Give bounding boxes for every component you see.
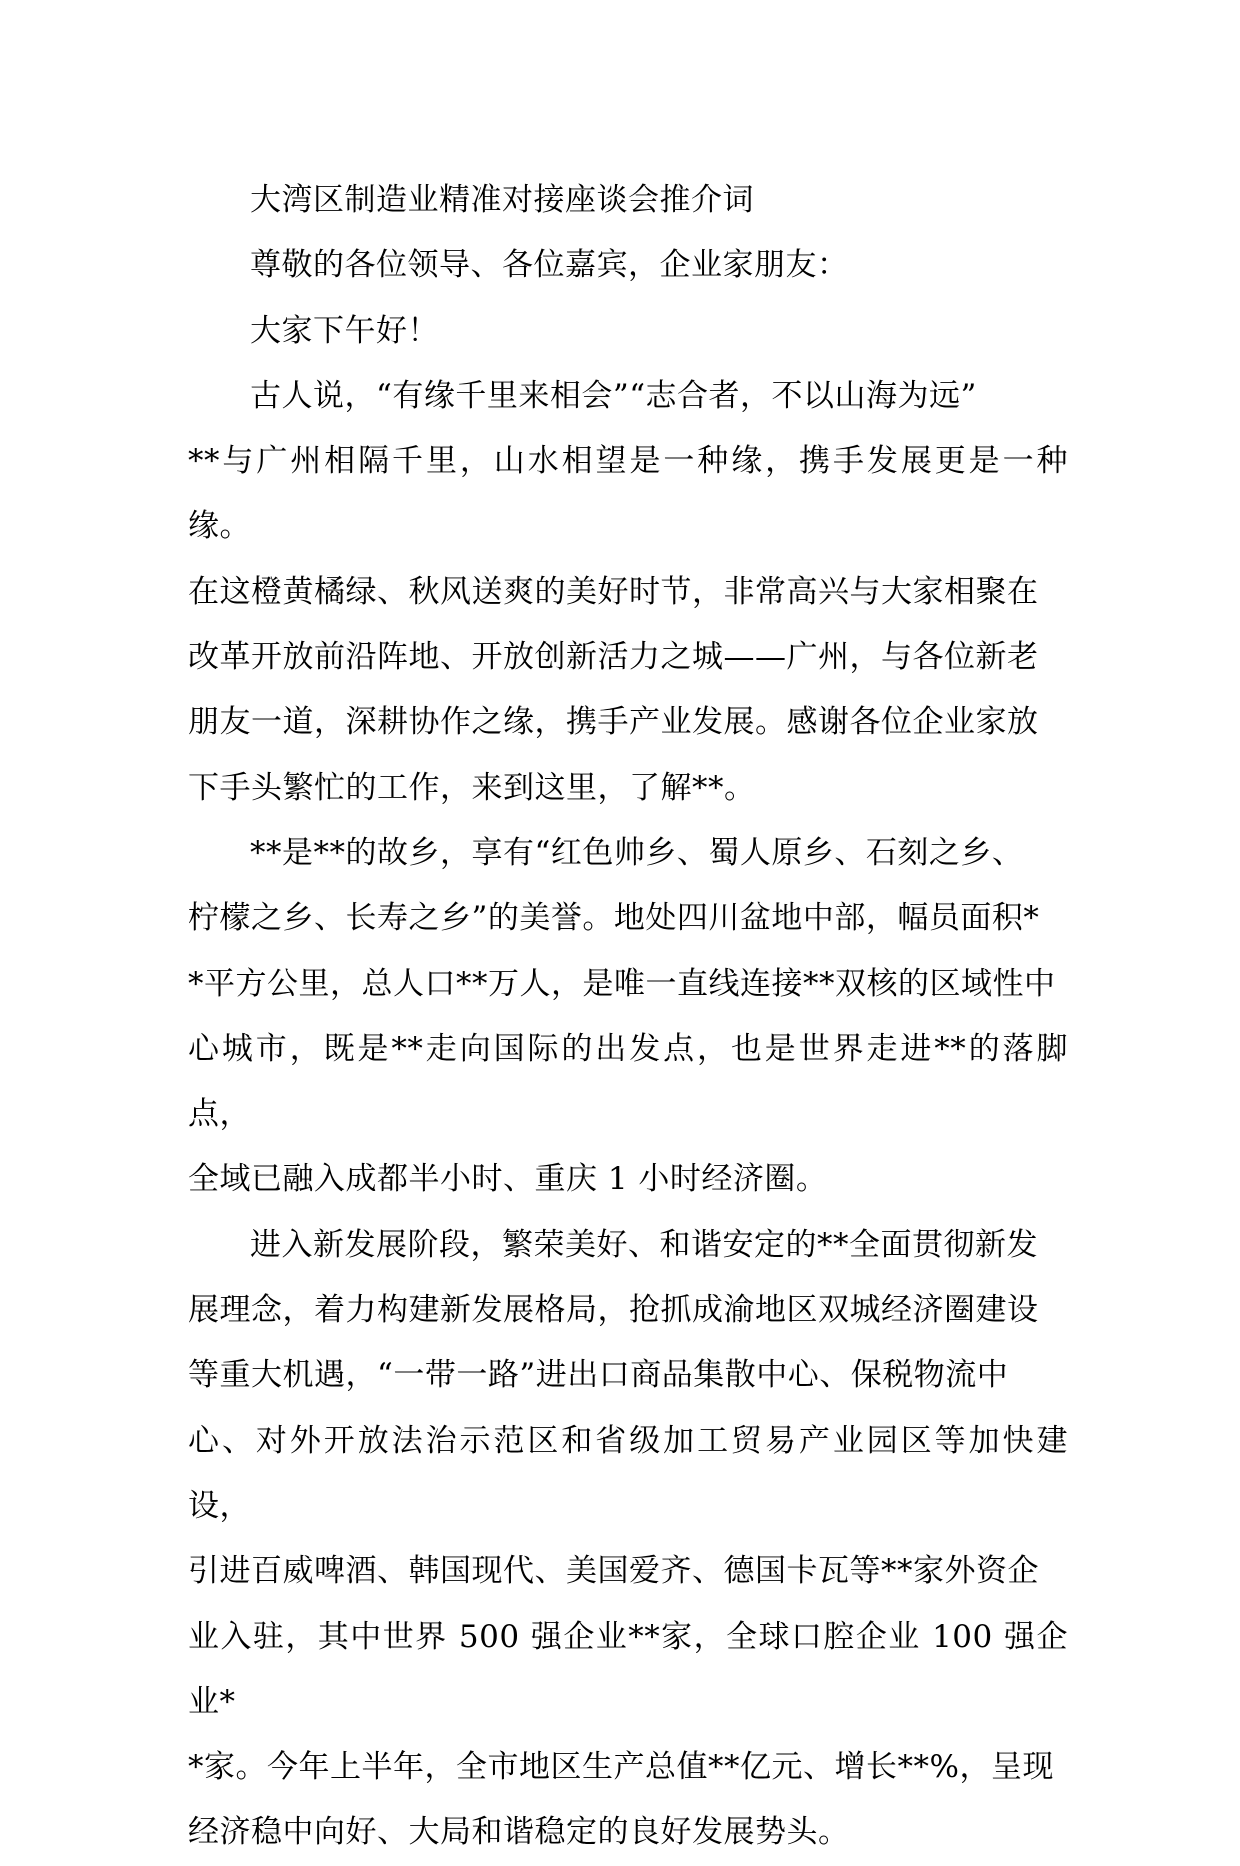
greeting: 大家下午好！ xyxy=(250,312,439,349)
document-title: 大湾区制造业精准对接座谈会推介词 xyxy=(250,182,754,218)
paragraph-3: 进入新发展阶段，繁荣美好、和谐安定的**全面贯彻新发 展理念，着力构建新发展格局，抢抓成渝地区双城经济圈建设 等重大机遇，“一带一路”进出口商品集散中心、保税物流中 心、对外开放法治示范区和省级加工贸易产业园区等加快建设， 引进百威啤酒、韩国现代、美国爱齐、德国卡瓦等**家外资企 业入驻，其中世界 500 强企业**家，全球口腔企业 100 强企业* *家。今年上半年，全市地区生产总值**亿元、增长**%，呈现 经济稳中向好、大局和谐稳定的良好发展势头。 xyxy=(188,1226,1068,1851)
paragraph-2: **是**的故乡，享有“红色帅乡、蜀人原乡、石刻之乡、 柠檬之乡、长寿之乡”的美誉。地处四川盆地中部，幅员面积* *平方公里，总人口**万人，是唯一直线连接**双核的区域性中 心城市，既是**走向国际的出发点，也是世界走进**的落脚点， 全域已融入成都半小时、重庆 1 小时经济圈。 xyxy=(188,834,1068,1198)
paragraph-1: 古人说，“有缘千里来相会”“志合者，不以山海为远” **与广州相隔千里，山水相望是一种缘，携手发展更是一种缘。 在这橙黄橘绿、秋风送爽的美好时节，非常高兴与大家相聚在 改革开放前沿阵地、开放创新活力之城——广州，与各位新老 朋友一道，深耕协作之缘，携手产业发展。感谢各位企业家放 下手头繁忙的工作，来到这里，了解**。 xyxy=(188,377,1068,806)
salutation: 尊敬的各位领导、各位嘉宾，企业家朋友： xyxy=(250,247,849,284)
document-body xyxy=(188,168,1068,1866)
